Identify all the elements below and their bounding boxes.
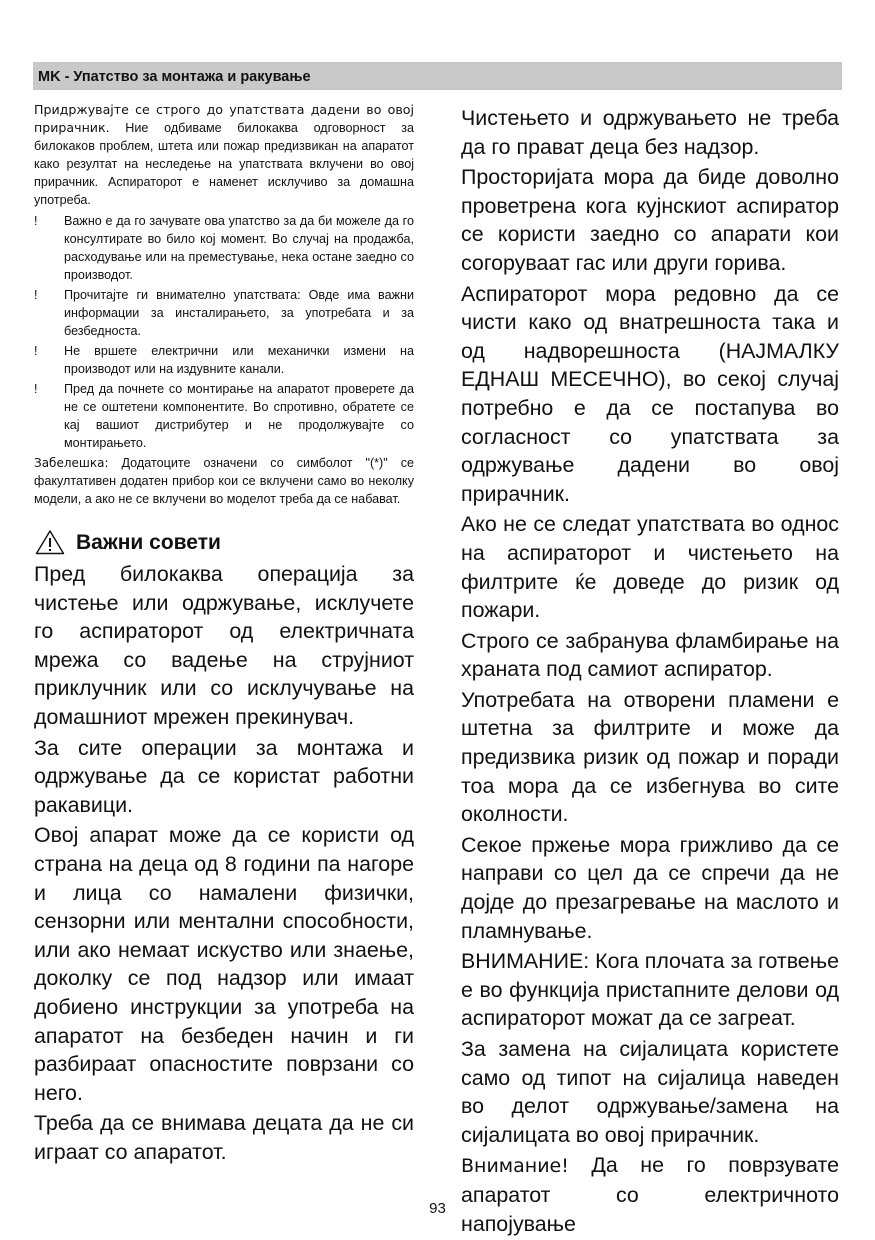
list-item (34, 286, 414, 340)
exclamation-icon: ! (34, 344, 38, 358)
note-paragraph (34, 454, 414, 508)
warning-lead: Внимание! (461, 1155, 569, 1178)
list-item-text: Прочитајте ги внимателно упатствата: Овде има важни информации за инсталирањето, за употребата и за безбедноста. (64, 288, 414, 338)
intro-text: Ние одбиваме билокаква одговорност за билокаков проблем, штета или пожар предизвикан на апаратот како резултат на неследење на упатствата вклучени во овој прирачник. Аспираторот е наменет исклучиво за домашна употреба. (34, 121, 414, 207)
paragraph: Употребата на отворени пламени е штетна за филтрите и може да предизвика ризик од пожар и поради тоа мора да се избегнува во сите околности. (461, 687, 839, 827)
list-item (34, 212, 414, 284)
exclamation-icon: ! (34, 214, 38, 228)
paragraph: Пред билокаква операција за чистење или одржување, исклучете го аспираторот од електричната мрежа со вадење на струјниот приклучник или со исклучување на домашниот мрежен прекинувач. (34, 562, 414, 729)
exclamation-icon: ! (34, 288, 38, 302)
note-text: Додатоците означени со симболот "(*)" се факултативен додатен прибор кои се вклучени само во неколку модели, а ако не се вклучени во моделот треба да се набават. (34, 456, 414, 506)
exclamation-icon: ! (34, 382, 38, 396)
list-item (34, 380, 414, 452)
paragraph: Ако не се следат упатствата во однос на аспираторот и чистењето на филтрите ќе доведе до ризик од пожари. (461, 512, 839, 623)
note-label: Забелешка: (34, 456, 109, 470)
paragraph: За замена на сијалицата користете само од типот на сијалица наведен во делот одржување/замена на сијалицата во овој прирачник. (461, 1037, 839, 1147)
list-item-text: Не вршете електрични или механички измени на производот или на издувните канали. (64, 344, 414, 376)
intro-paragraph (34, 101, 414, 209)
warning-paragraph (461, 1151, 839, 1238)
list-item-text: Важно е да го зачувате ова упатство за да би можеле да го консултирате во било кој момент. Во случај на продажба, расходување или на преместување, нека остане заедно со производот. (64, 214, 414, 282)
paragraph: ВНИМАНИЕ: Кога плочата за готвење е во функција пристапните делови од аспираторот можат да се загреат. (461, 949, 839, 1031)
paragraph: Чистењето и одржувањето не треба да го прават деца без надзор. (461, 106, 839, 159)
warning-triangle-icon (35, 529, 65, 555)
list-item (34, 342, 414, 378)
paragraph: Просторијата мора да биде доволно проветрена кога кујнскиот аспиратор се користи заедно со апарати кои согоруваат гас или други горива. (461, 165, 839, 275)
paragraph: Аспираторот мора редовно да се чисти како од внатрешноста така и од надворешноста (НАЈМАЛКУ ЕДНАШ МЕСЕЧНО), во секој случај потребно е да се постапува во согласност со упатствата за одржување дадени во овој прирачник. (461, 281, 839, 506)
heading-text: Важни совети (76, 531, 221, 554)
intro-lead: Придржувајте се строго до упатствата дадени во овој прирачник. (34, 102, 414, 135)
right-column (461, 104, 839, 1240)
page-number: 93 (429, 1200, 446, 1217)
section-header: MK - Упатство за монтажа и ракување (33, 62, 842, 90)
paragraph: Треба да се внимава децата да не си играат со апаратот. (34, 1111, 414, 1164)
list-item-text: Пред да почнете со монтирање на апаратот проверете да не се оштетени компонентите. Во спротивно, обратете се кај вашиот дистрибутер и не продолжувајте со монтирањето. (64, 382, 414, 450)
paragraph: За сите операции за монтажа и одржување да се користат работни ракавици. (34, 735, 414, 817)
paragraph: Строго се забранува фламбирање на храната под самиот аспиратор. (461, 628, 839, 682)
warning-text: Да не го поврзувате апаратот со електричното напојување (461, 1153, 839, 1236)
paragraph: Овој апарат може да се користи од страна на деца од 8 години па нагоре и лица со намалени физички, сензорни или ментални способности, или ако немаат искуство или знаење, доколку се под надзор или имаат добиено инструкции за употреба на апаратот на безбеден начин и ги разбираат опасностите поврзани со него. (34, 823, 414, 1105)
warning-list (34, 212, 414, 452)
paragraph: Секое пржење мора грижливо да се направи со цел да се спречи да не дојде до презагревање на маслото и пламнување. (461, 832, 839, 943)
left-column (34, 101, 414, 1168)
important-advice-heading (34, 526, 414, 560)
